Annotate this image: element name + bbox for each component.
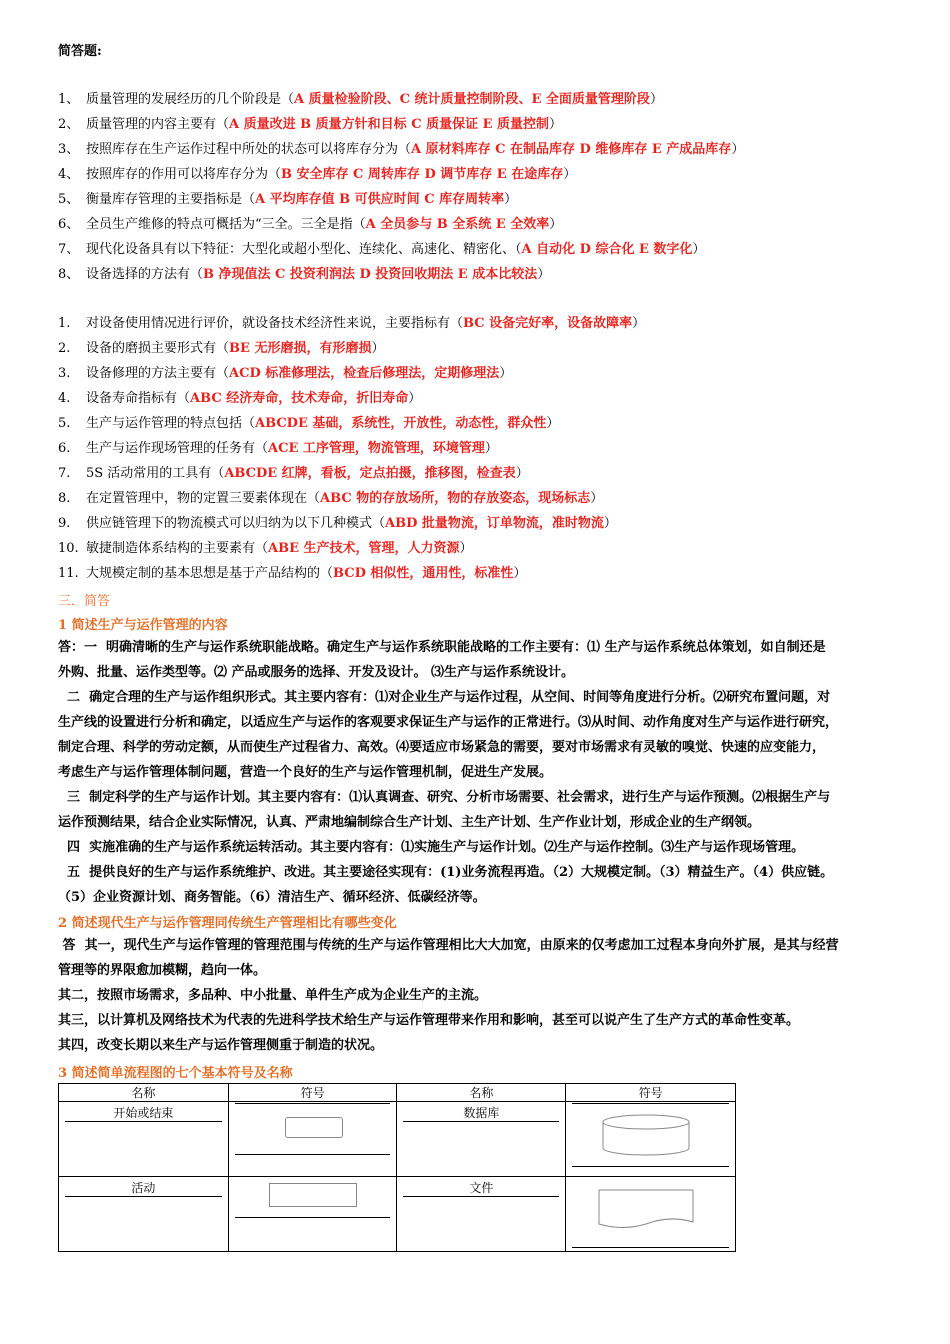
closing-paren: ） [649, 92, 663, 107]
list-item [58, 112, 562, 137]
table-cell [59, 1102, 229, 1177]
answer-text: B 净现值法 C 投资利润法 D 投资回收期法 E 成本比较法 [203, 267, 538, 282]
list-item [58, 386, 421, 411]
item-number: 1、 [58, 92, 80, 107]
closing-paren: ） [484, 441, 498, 456]
answer-text: A 质量检验阶段、C 统计质量控制阶段、E 全面质量管理阶段 [294, 92, 650, 107]
question-text: 现代化设备具有以下特征：大型化或超小型化、连续化、高速化、精密化、（ [86, 242, 522, 257]
item-number: 4、 [58, 167, 80, 182]
answer-text: BCD 相似性，通用性，标准性 [333, 566, 514, 581]
question-text: 全员生产维修的特点可概括为“三全。三全是指（ [86, 217, 366, 232]
section-title: 三．简答 [58, 594, 111, 609]
list-item [58, 361, 512, 386]
list-item [58, 187, 517, 212]
question-text: 大规模定制的基本思想是基于产品结构的（ [86, 566, 334, 581]
question-text: 设备修理的方法主要有（ [86, 366, 230, 381]
start-end-symbol-icon [285, 1117, 343, 1138]
paragraph-line: 运作预测结果，结合企业实际情况，认真、严肃地编制综合生产计划、主生产计划、生产作业计划，形成企业的生产纲领。 [58, 815, 761, 830]
item-number: 1. [58, 316, 71, 331]
table-cell [228, 1177, 397, 1252]
paragraph-line: 考虑生产与运作管理体制问题，营造一个良好的生产与运作管理机制，促进生产发展。 [58, 765, 553, 780]
closing-paren: ） [513, 566, 527, 581]
item-number: 2、 [58, 117, 80, 132]
question-text: 衡量库存管理的主要指标是（ [86, 192, 256, 207]
paragraph-line: 管理等的界限愈加模糊，趋向一体。 [58, 963, 267, 978]
symbol-name: 活动 [131, 1181, 156, 1195]
closing-paren: ） [459, 541, 473, 556]
paragraph-line: 其三，以计算机及网络技术为代表的先进科学技术给生产与运作管理带来作用和影响，甚至可以说产生了生产方式的革命性变革。 [58, 1013, 800, 1028]
closing-paren: ） [549, 217, 563, 232]
symbol-name: 开始或结束 [113, 1106, 174, 1120]
paragraph-line: 其二，按照市场需求，多品种、中小批量、单件生产成为企业生产的主流。 [58, 988, 488, 1003]
item-number: 4. [58, 391, 71, 406]
question-text: 设备寿命指标有（ [86, 391, 191, 406]
list-item [58, 461, 529, 486]
answer-text: A 质量改进 B 质量方针和目标 C 质量保证 E 质量控制 [229, 117, 550, 132]
closing-paren: ） [603, 516, 617, 531]
q2-title: 2 简述现代生产与运作管理同传统生产管理相比有哪些变化 [58, 916, 397, 931]
table-header-row [59, 1084, 736, 1102]
symbol-table [58, 1083, 736, 1252]
paragraph-line: 其四，改变长期以来生产与运作管理侧重于制造的状况。 [58, 1038, 384, 1053]
answer-text: A 自动化 D 综合化 E 数字化 [521, 242, 693, 257]
item-number: 5. [58, 416, 71, 431]
list-item [58, 262, 550, 287]
list-item [58, 536, 473, 561]
table-header: 符号 [566, 1084, 736, 1102]
question-text: 对设备使用情况进行评价，就设备技术经济性来说，主要指标有（ [86, 316, 464, 331]
paragraph-line: 答 其一，现代生产与运作管理的管理范围与传统的生产与运作管理相比大大加宽，由原来的仅考虑加工过程本身向外扩展，是其与经营 [58, 938, 839, 953]
closing-paren: ） [371, 341, 385, 356]
question-text: 5S 活动常用的工具有（ [86, 466, 225, 481]
list-item [58, 212, 562, 237]
activity-symbol-icon [269, 1183, 357, 1207]
closing-paren: ） [408, 391, 422, 406]
list-item [58, 137, 744, 162]
list-item [58, 486, 603, 511]
closing-paren: ） [731, 142, 745, 157]
closing-paren: ） [546, 416, 560, 431]
closing-paren: ） [504, 192, 518, 207]
document-symbol-icon [598, 1189, 694, 1231]
paragraph-line: 生产线的设置进行分析和确定，以适应生产与运作的客观要求保证生产与运作的正常进行。⑶从时间、动作角度对生产与运作进行研究， [58, 715, 839, 730]
item-number: 8、 [58, 267, 80, 282]
item-number: 7、 [58, 242, 80, 257]
paragraph-line: 四 实施准确的生产与运作系统运转活动。其主要内容有：⑴实施生产与运作计划。⑵生产与运作控制。⑶生产与运作现场管理。 [58, 840, 805, 855]
table-row [59, 1177, 736, 1252]
list-item [58, 87, 663, 112]
table-cell [397, 1102, 566, 1177]
item-number: 3. [58, 366, 71, 381]
table-cell [566, 1177, 736, 1252]
closing-paren: ） [549, 117, 563, 132]
closing-paren: ） [515, 466, 529, 481]
question-text: 供应链管理下的物流模式可以归纳为以下几种模式（ [86, 516, 386, 531]
answer-text: ABCDE 基础，系统性，开放性，动态性，群众性 [255, 416, 547, 431]
question-text: 按照库存在生产运作过程中所处的状态可以将库存分为（ [86, 142, 412, 157]
answer-text: ABE 生产技术，管理，人力资源 [268, 541, 460, 556]
list-item [58, 411, 559, 436]
question-text: 在定置管理中，物的定置三要素体现在（ [86, 491, 321, 506]
list-item [58, 561, 526, 586]
item-number: 8. [58, 491, 71, 506]
table-header: 名称 [59, 1084, 229, 1102]
table-cell [397, 1177, 566, 1252]
table-header: 符号 [228, 1084, 397, 1102]
closing-paren: ） [499, 366, 513, 381]
question-text: 生产与运作现场管理的任务有（ [86, 441, 269, 456]
table-cell [228, 1102, 397, 1177]
question-text: 质量管理的内容主要有（ [86, 117, 230, 132]
symbol-name: 文件 [469, 1181, 494, 1195]
item-number: 5、 [58, 192, 80, 207]
answer-text: ABC 经济寿命，技术寿命，折旧寿命 [190, 391, 409, 406]
item-number: 3、 [58, 142, 80, 157]
paragraph-line: 三 制定科学的生产与运作计划。其主要内容有：⑴认真调查、研究、分析市场需要、社会需求，进行生产与运作预测。⑵根据生产与 [58, 790, 831, 805]
item-number: 9. [58, 516, 71, 531]
list-item [58, 511, 617, 536]
table-cell [566, 1102, 736, 1177]
answer-text: ABCDE 红牌，看板，定点拍摄，推移图，检查表 [224, 466, 516, 481]
table-cell [59, 1177, 229, 1252]
answer-text: BE 无形磨损，有形磨损 [229, 341, 372, 356]
answer-text: ABD 批量物流，订单物流，准时物流 [385, 516, 604, 531]
paragraph-line: （5）企业资源计划、商务智能。（6）清洁生产、循环经济、低碳经济等。 [58, 890, 486, 905]
q3-title: 3 简述简单流程图的七个基本符号及名称 [58, 1066, 293, 1081]
closing-paren: ） [632, 316, 646, 331]
answer-text: ACE 工序管理，物流管理，环境管理 [268, 441, 485, 456]
answer-text: B 安全库存 C 周转库存 D 调节库存 E 在途库存 [281, 167, 564, 182]
list-item [58, 162, 576, 187]
question-text: 设备选择的方法有（ [86, 267, 204, 282]
symbol-name: 数据库 [463, 1106, 500, 1120]
closing-paren: ） [563, 167, 577, 182]
answer-text: ABC 物的存放场所，物的存放姿态，现场标志 [320, 491, 591, 506]
closing-paren: ） [537, 267, 551, 282]
answer-text: A 全员参与 B 全系统 E 全效率 [365, 217, 550, 232]
paragraph-line: 二 确定合理的生产与运作组织形式。其主要内容有：⑴对企业生产与运作过程，从空间、时间等角度进行分析。⑵研究布置问题，对 [58, 690, 831, 705]
paragraph-line: 五 提供良好的生产与运作系统维护、改进。其主要途径实现有：(1)业务流程再造。（2）大规模定制。（3）精益生产。（4）供应链。 [58, 865, 834, 880]
paragraph-line: 制定合理、科学的劳动定额，从而使生产过程省力、高效。⑷要适应市场紧急的需要，要对市场需求有灵敏的嗅觉、快速的应变能力， [58, 740, 826, 755]
table-header: 名称 [397, 1084, 566, 1102]
list-item [58, 336, 384, 361]
item-number: 6、 [58, 217, 80, 232]
answer-text: A 平均库存值 B 可供应时间 C 库存周转率 [255, 192, 505, 207]
answer-text: A 原材料库存 C 在制品库存 D 维修库存 E 产成品库存 [411, 142, 732, 157]
q1-title: 1 简述生产与运作管理的内容 [58, 618, 228, 633]
list-item [58, 237, 705, 262]
list-item [58, 436, 498, 461]
heading: 简答题: [58, 44, 102, 59]
closing-paren: ） [692, 242, 706, 257]
closing-paren: ） [590, 491, 604, 506]
question-text: 设备的磨损主要形式有（ [86, 341, 230, 356]
item-number: 11. [58, 566, 79, 581]
item-number: 2. [58, 341, 71, 356]
item-number: 6. [58, 441, 71, 456]
item-number: 7. [58, 466, 71, 481]
question-text: 生产与运作管理的特点包括（ [86, 416, 256, 431]
answer-text: ACD 标准修理法，检查后修理法，定期修理法 [229, 366, 500, 381]
database-symbol-icon [602, 1114, 690, 1156]
list-item [58, 311, 645, 336]
answer-text: BC 设备完好率，设备故障率 [463, 316, 633, 331]
paragraph-line: 外购、批量、运作类型等。⑵ 产品或服务的选择、开发及设计。 ⑶生产与运作系统设计。 [58, 665, 575, 680]
table-row [59, 1102, 736, 1177]
question-text: 质量管理的发展经历的几个阶段是（ [86, 92, 295, 107]
question-text: 按照库存的作用可以将库存分为（ [86, 167, 282, 182]
paragraph-line: 答：一 明确清晰的生产与运作系统职能战略。确定生产与运作系统职能战略的工作主要有：⑴ 生产与运作系统总体策划，如自制还是 [58, 640, 826, 655]
question-text: 敏捷制造体系结构的主要素有（ [86, 541, 269, 556]
item-number: 10. [58, 541, 79, 556]
